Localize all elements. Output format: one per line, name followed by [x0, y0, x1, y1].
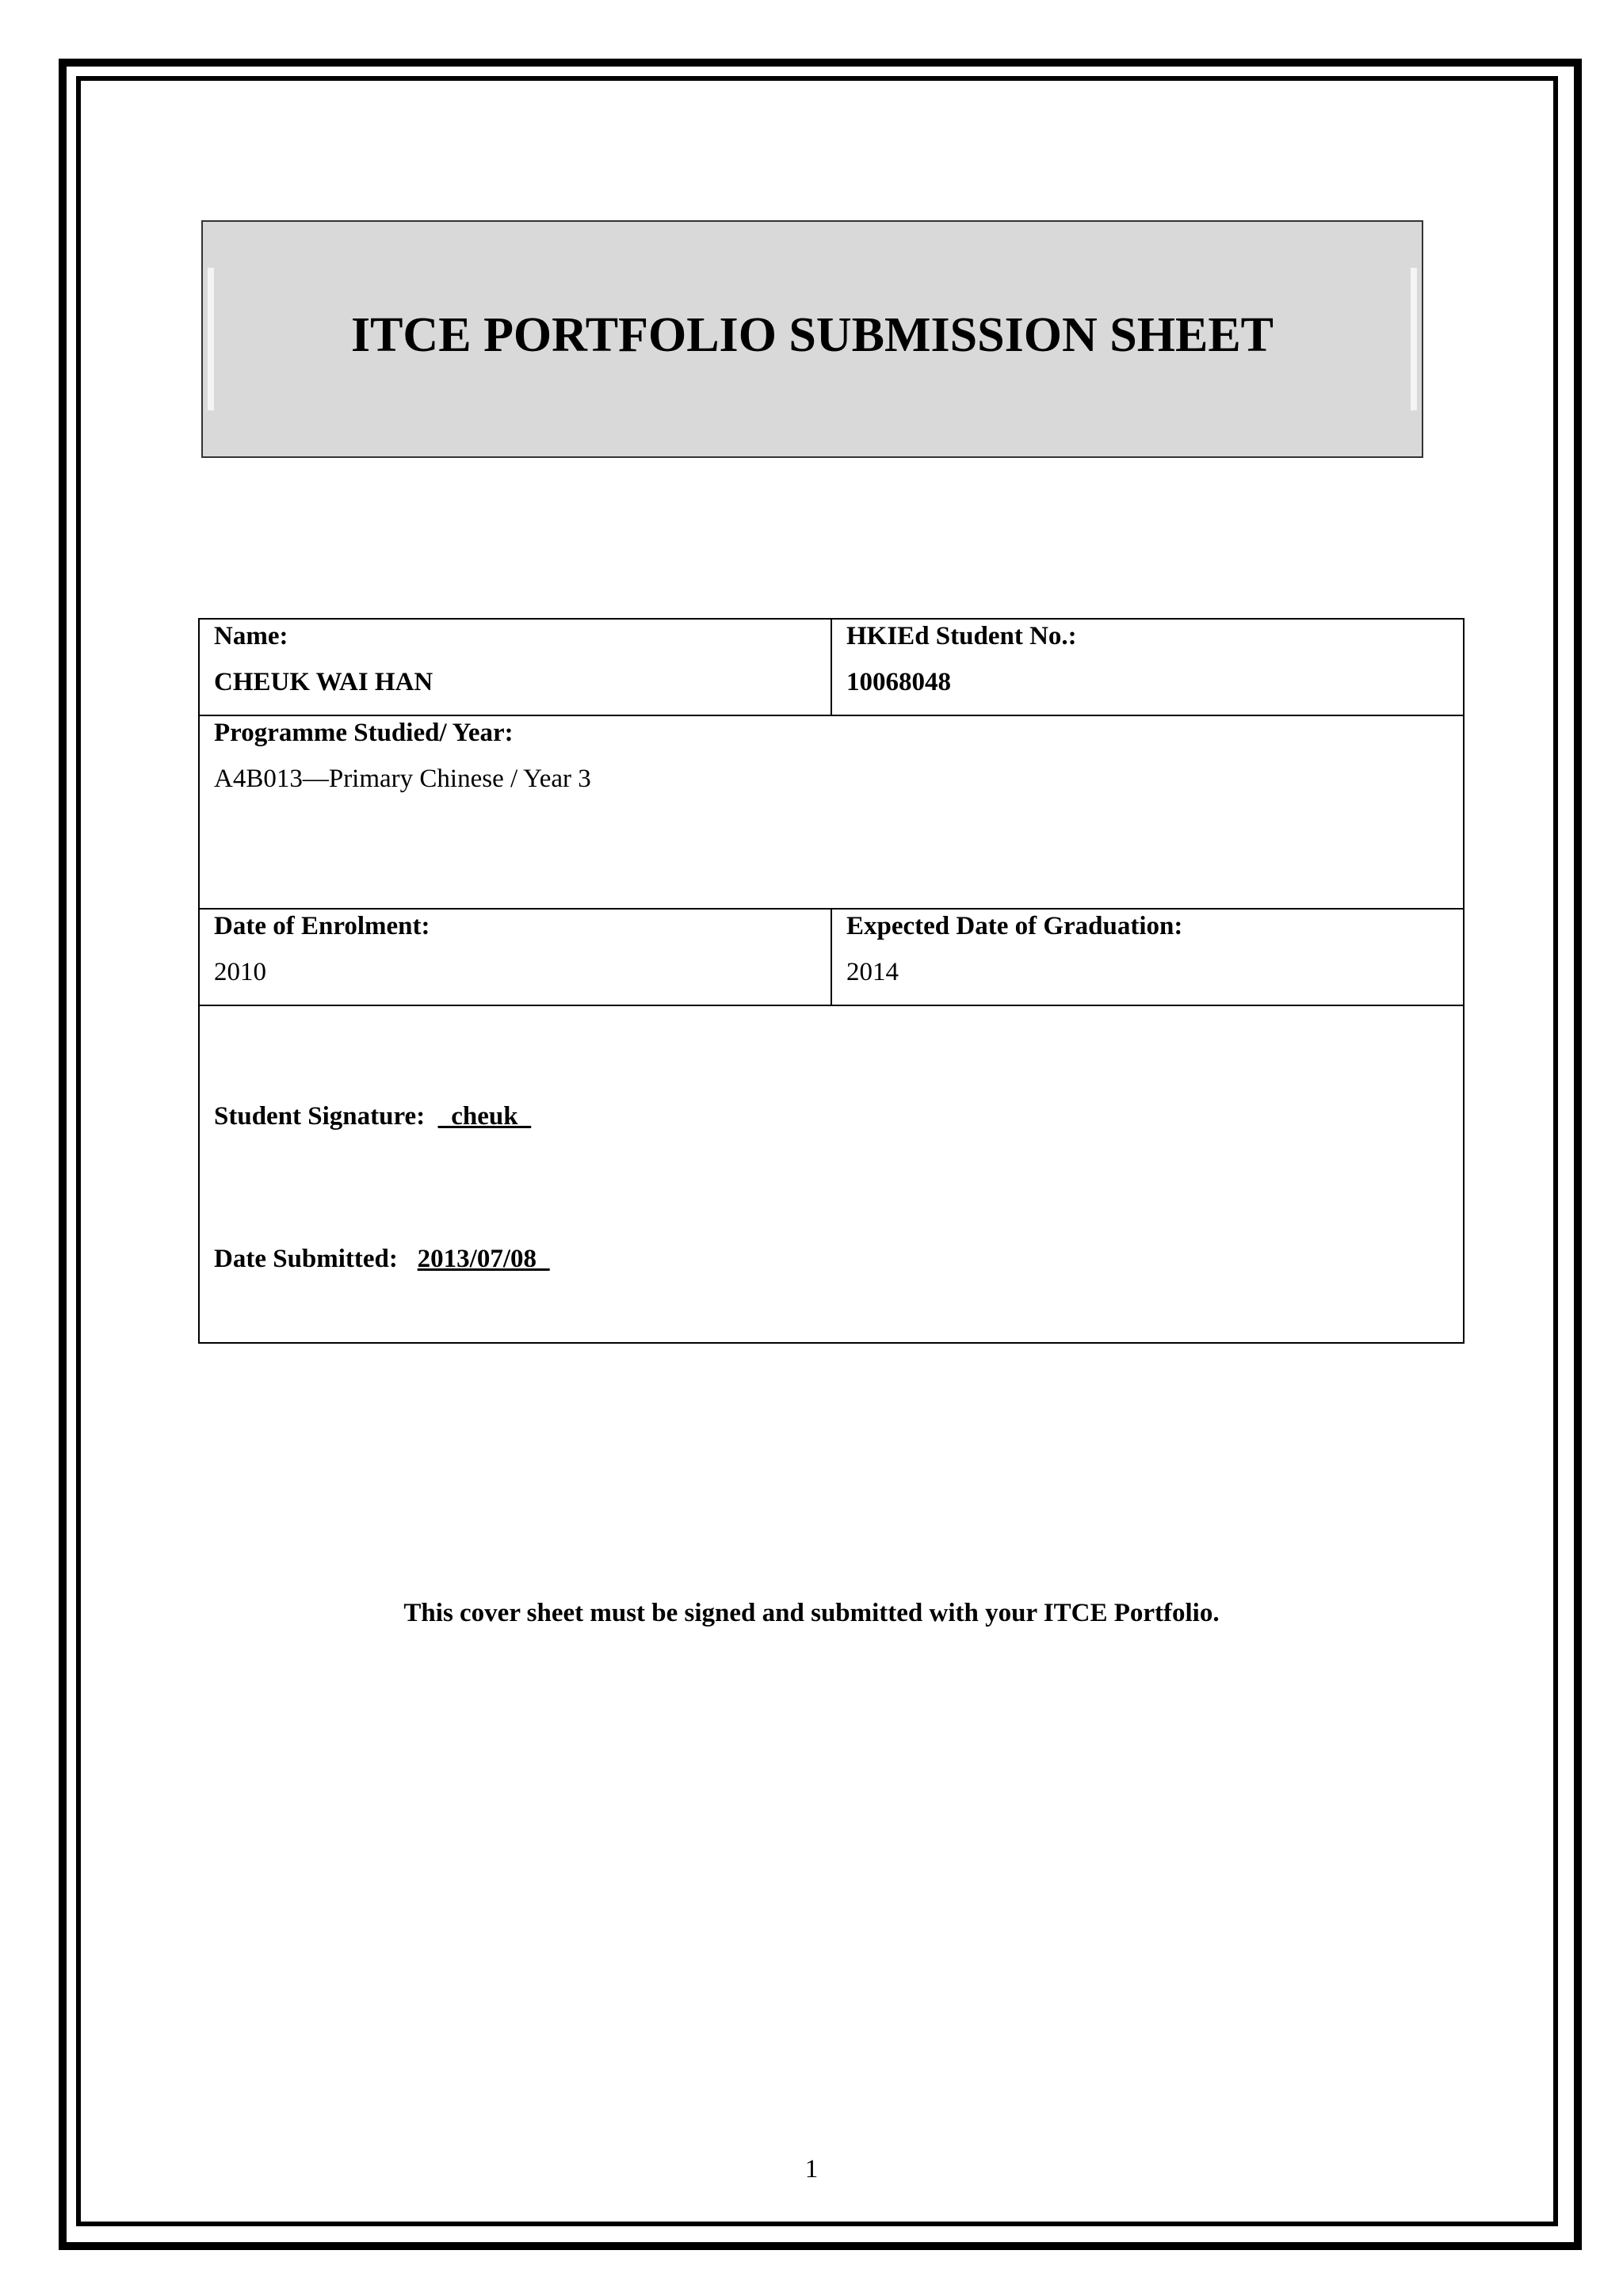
page-title: ITCE PORTFOLIO SUBMISSION SHEET	[350, 308, 1274, 362]
programme-value: A4B013—Primary Chinese / Year 3	[214, 764, 591, 793]
table-row	[199, 909, 1464, 1005]
programme-label: Programme Studied/ Year:	[214, 719, 514, 747]
signature-label: Student Signature:	[214, 1102, 426, 1131]
title-banner	[201, 220, 1423, 458]
student-info-table	[198, 618, 1465, 1344]
cover-sheet-note: This cover sheet must be signed and submitted with your ITCE Portfolio.	[403, 1599, 1220, 1627]
date-submitted-value: 2013/07/08_	[417, 1244, 550, 1273]
signature-cell	[199, 1005, 1464, 1343]
name-value: CHEUK WAI HAN	[214, 667, 433, 696]
name-cell	[199, 619, 831, 715]
enrolment-cell	[199, 909, 831, 1005]
signature-line	[214, 1101, 1449, 1133]
table-row	[199, 1005, 1464, 1343]
date-submitted-line	[214, 1244, 1449, 1276]
table-row	[199, 619, 1464, 715]
programme-cell	[199, 715, 1464, 909]
page-number: 1	[804, 2155, 819, 2183]
graduation-cell	[831, 909, 1464, 1005]
student-no-label: HKIEd Student No.:	[846, 622, 1077, 650]
student-no-value: 10068048	[846, 667, 951, 696]
graduation-value: 2014	[846, 957, 899, 986]
enrolment-value: 2010	[214, 957, 266, 986]
table-row	[199, 715, 1464, 909]
signature-value: _cheuk_	[437, 1102, 532, 1131]
student-no-cell	[831, 619, 1464, 715]
enrolment-label: Date of Enrolment:	[214, 912, 430, 940]
graduation-label: Expected Date of Graduation:	[846, 912, 1183, 940]
name-label: Name:	[214, 622, 288, 650]
date-submitted-label: Date Submitted:	[214, 1244, 398, 1273]
